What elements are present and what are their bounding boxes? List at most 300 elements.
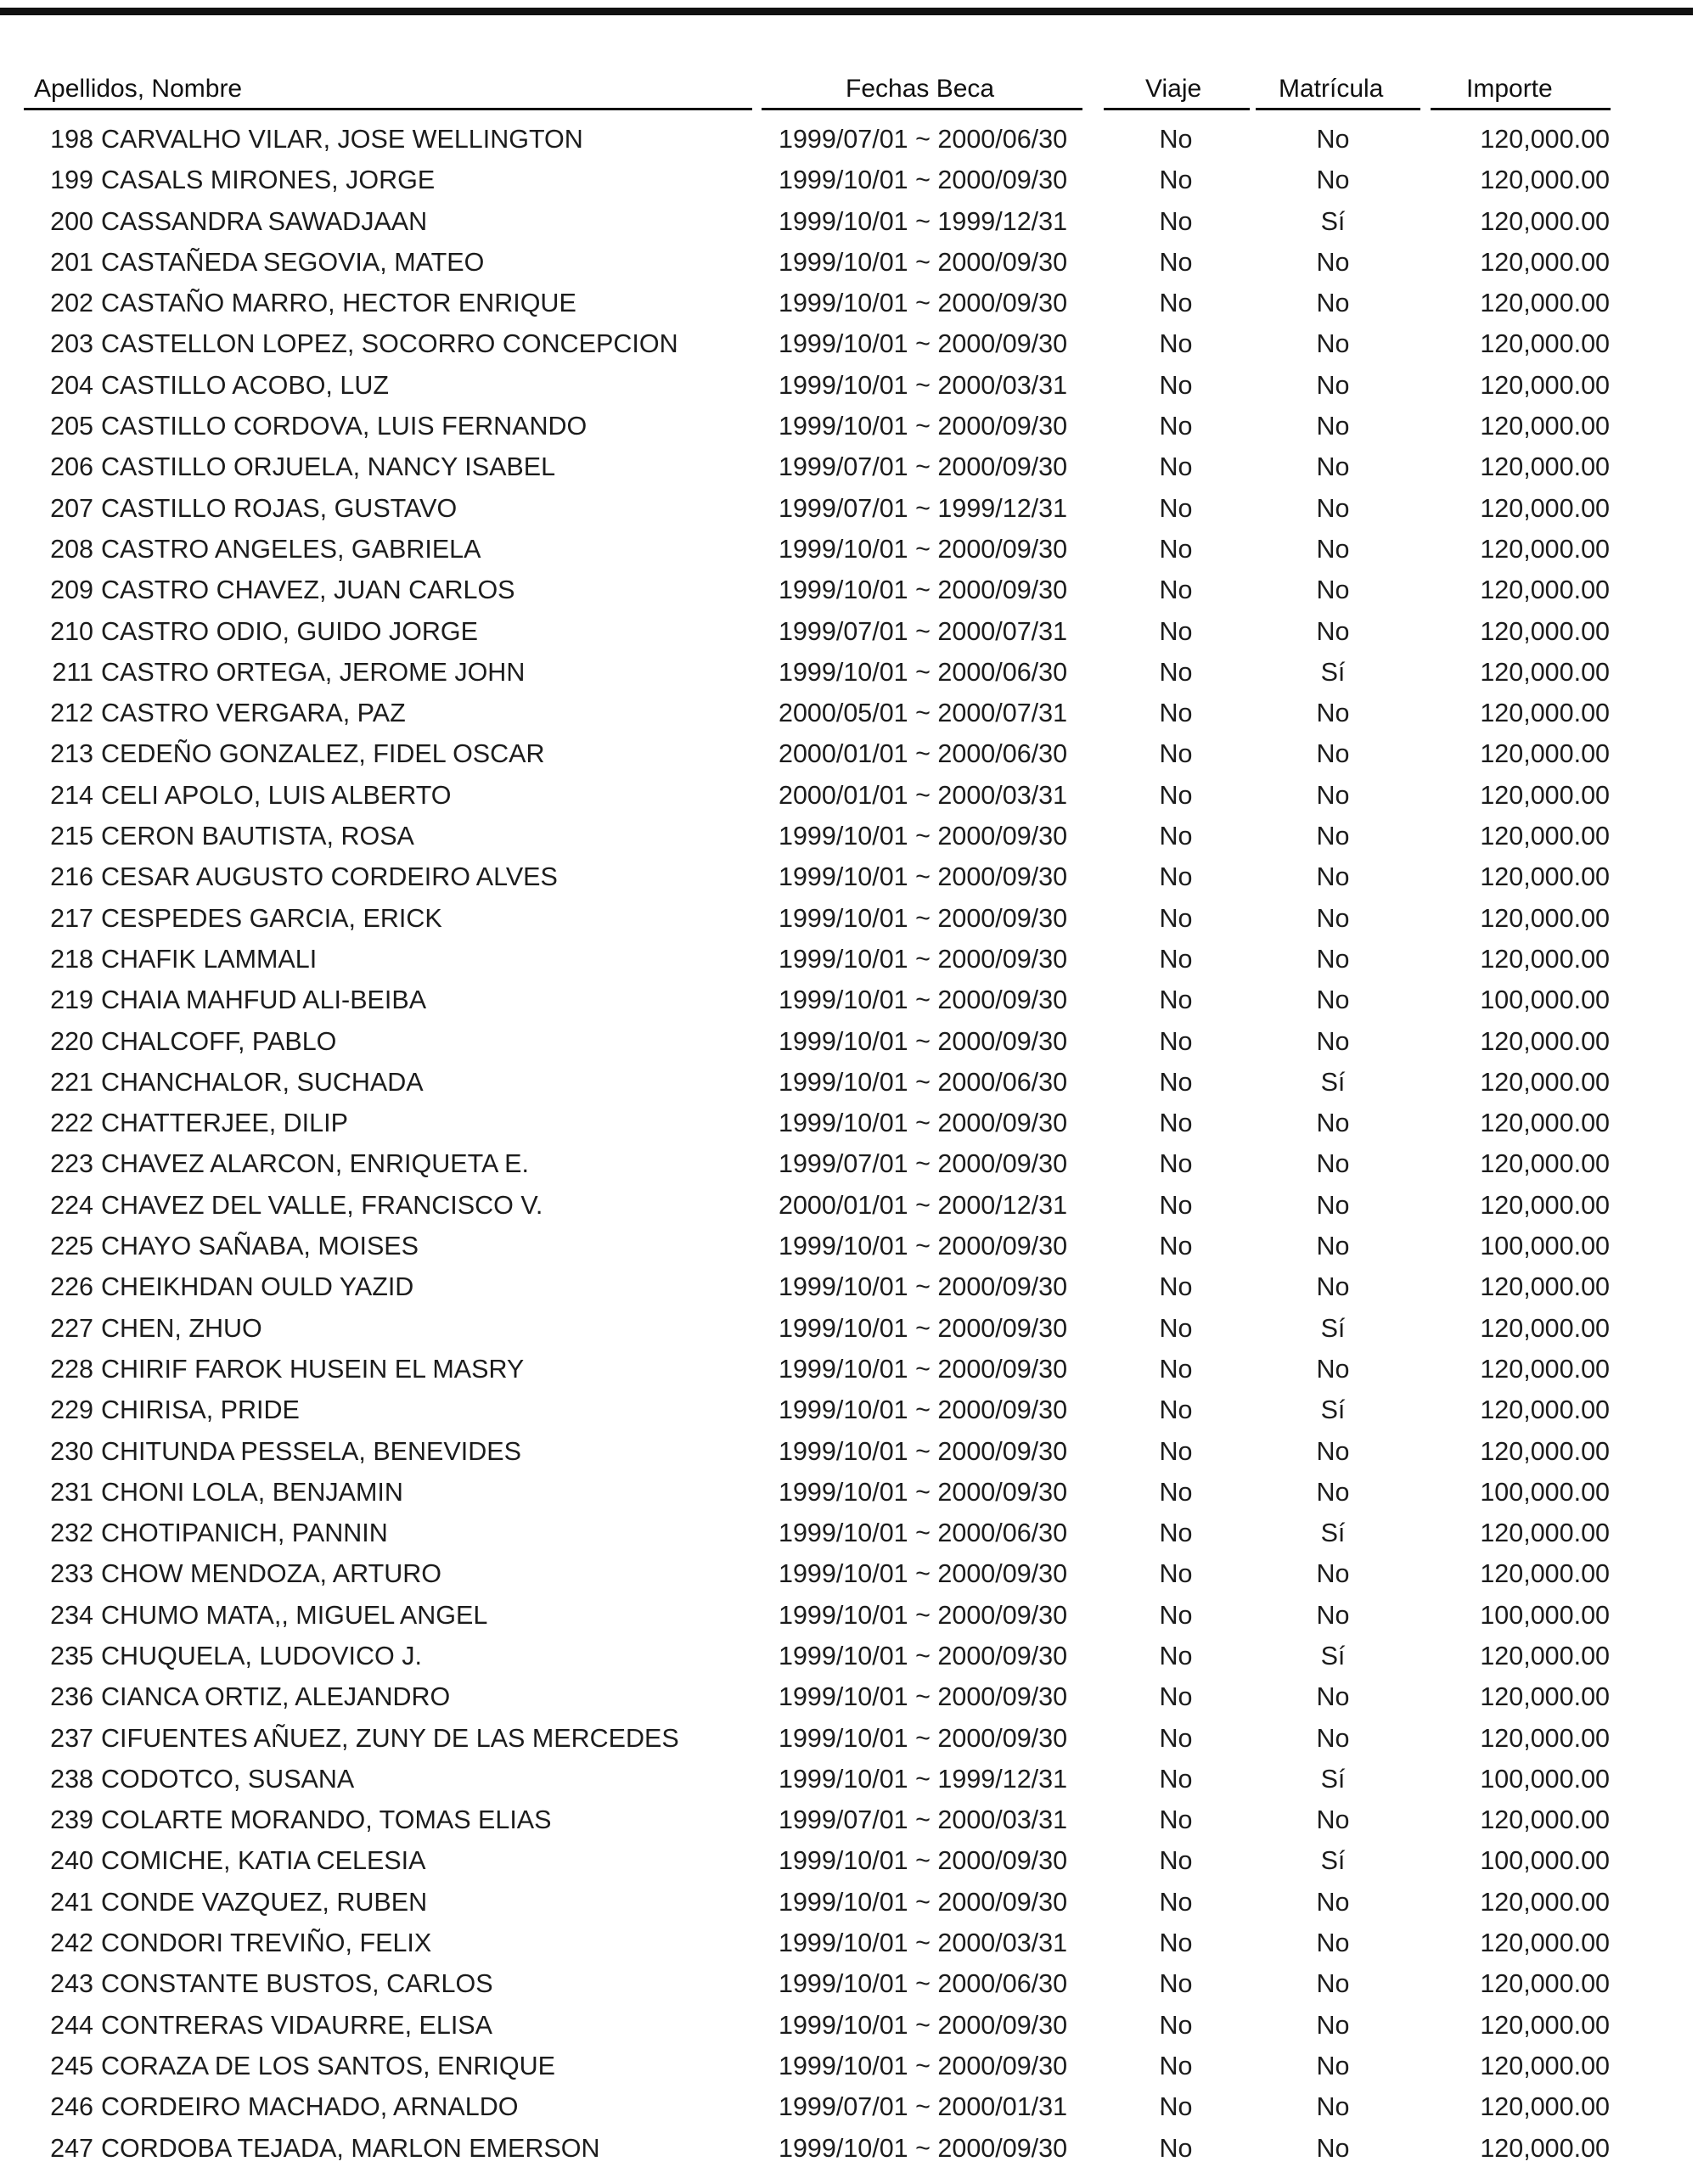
row-matricula: No: [1316, 616, 1350, 646]
row-dates: 1999/07/01 ~ 1999/12/31: [779, 493, 1068, 523]
row-matricula: No: [1316, 534, 1350, 564]
row-dates: 1999/07/01 ~ 2000/09/30: [779, 1149, 1068, 1179]
table-row: [0, 1759, 1698, 1799]
row-importe: 120,000.00: [1480, 862, 1610, 892]
table-row: [0, 2086, 1698, 2127]
table-row: [0, 1963, 1698, 2004]
row-name: CASTRO ORTEGA, JEROME JOHN: [101, 657, 526, 687]
row-number: 234: [50, 1600, 93, 1630]
row-importe: 120,000.00: [1480, 780, 1610, 810]
row-viaje: No: [1159, 206, 1193, 236]
row-matricula: No: [1316, 247, 1350, 277]
row-matricula: No: [1316, 289, 1350, 318]
table-row: [0, 1923, 1698, 1963]
row-matricula: No: [1316, 412, 1350, 441]
row-name: CHEN, ZHUO: [101, 1313, 262, 1343]
row-matricula: No: [1316, 1232, 1350, 1261]
row-matricula: Sí: [1320, 1519, 1346, 1548]
row-importe: 120,000.00: [1480, 493, 1610, 523]
row-name: CORDEIRO MACHADO, ARNALDO: [101, 2092, 519, 2122]
row-viaje: No: [1159, 1887, 1193, 1917]
row-number: 241: [50, 1887, 93, 1917]
row-matricula: No: [1316, 1477, 1350, 1507]
table-row: [0, 488, 1698, 529]
row-importe: 120,000.00: [1480, 1929, 1610, 1958]
row-name: CONDORI TREVIÑO, FELIX: [101, 1929, 432, 1958]
row-number: 237: [50, 1723, 93, 1753]
row-importe: 120,000.00: [1480, 1887, 1610, 1917]
row-matricula: No: [1316, 575, 1350, 605]
row-viaje: No: [1159, 493, 1193, 523]
row-dates: 1999/10/01 ~ 2000/09/30: [779, 166, 1068, 195]
row-importe: 120,000.00: [1480, 1805, 1610, 1835]
row-importe: 120,000.00: [1480, 1149, 1610, 1179]
row-number: 215: [50, 822, 93, 851]
row-name: COMICHE, KATIA CELESIA: [101, 1846, 426, 1876]
row-matricula: No: [1316, 1887, 1350, 1917]
row-dates: 1999/10/01 ~ 2000/09/30: [779, 1641, 1068, 1670]
row-name: CHUMO MATA,, MIGUEL ANGEL: [101, 1600, 488, 1630]
row-dates: 1999/10/01 ~ 2000/09/30: [779, 903, 1068, 933]
row-viaje: No: [1159, 1805, 1193, 1835]
table-row: [0, 856, 1698, 897]
row-name: CASTRO ODIO, GUIDO JORGE: [101, 616, 478, 646]
table-row: [0, 1595, 1698, 1636]
row-name: CONTRERAS VIDAURRE, ELISA: [101, 2010, 492, 2040]
row-name: COLARTE MORANDO, TOMAS ELIAS: [101, 1805, 552, 1835]
row-dates: 1999/10/01 ~ 2000/09/30: [779, 2010, 1068, 2040]
header-importe: Importe: [1466, 75, 1553, 103]
table-row: [0, 2128, 1698, 2169]
row-name: CASTAÑEDA SEGOVIA, MATEO: [101, 247, 485, 277]
row-viaje: No: [1159, 903, 1193, 933]
row-number: 246: [50, 2092, 93, 2122]
row-viaje: No: [1159, 1436, 1193, 1466]
row-matricula: No: [1316, 780, 1350, 810]
row-matricula: No: [1316, 1600, 1350, 1630]
row-number: 228: [50, 1354, 93, 1384]
row-matricula: Sí: [1320, 1641, 1346, 1670]
row-importe: 120,000.00: [1480, 370, 1610, 400]
row-dates: 2000/01/01 ~ 2000/12/31: [779, 1190, 1068, 1220]
row-dates: 1999/10/01 ~ 2000/09/30: [779, 822, 1068, 851]
row-matricula: No: [1316, 1929, 1350, 1958]
row-dates: 1999/07/01 ~ 2000/06/30: [779, 125, 1068, 154]
table-row: [0, 1799, 1698, 1840]
row-matricula: No: [1316, 1354, 1350, 1384]
row-number: 221: [50, 1067, 93, 1097]
row-name: CASTRO CHAVEZ, JUAN CARLOS: [101, 575, 515, 605]
row-importe: 120,000.00: [1480, 2092, 1610, 2122]
table-row: [0, 1021, 1698, 1062]
table-row: [0, 2046, 1698, 2086]
row-dates: 1999/10/01 ~ 2000/09/30: [779, 1026, 1068, 1056]
table-row: [0, 1840, 1698, 1881]
row-matricula: Sí: [1320, 1313, 1346, 1343]
row-name: CHANCHALOR, SUCHADA: [101, 1067, 424, 1097]
row-matricula: No: [1316, 1723, 1350, 1753]
row-importe: 120,000.00: [1480, 1026, 1610, 1056]
row-importe: 120,000.00: [1480, 944, 1610, 974]
row-number: 218: [50, 944, 93, 974]
row-viaje: No: [1159, 166, 1193, 195]
row-dates: 1999/10/01 ~ 2000/09/30: [779, 247, 1068, 277]
row-number: 220: [50, 1026, 93, 1056]
table-row: [0, 529, 1698, 570]
row-number: 207: [50, 493, 93, 523]
row-dates: 1999/10/01 ~ 2000/03/31: [779, 370, 1068, 400]
row-importe: 100,000.00: [1480, 1600, 1610, 1630]
row-name: CHIRISA, PRIDE: [101, 1395, 300, 1425]
row-matricula: Sí: [1320, 1846, 1346, 1876]
row-number: 222: [50, 1109, 93, 1138]
row-viaje: No: [1159, 822, 1193, 851]
row-viaje: No: [1159, 944, 1193, 974]
row-matricula: No: [1316, 944, 1350, 974]
row-number: 239: [50, 1805, 93, 1835]
row-name: CERON BAUTISTA, ROSA: [101, 822, 414, 851]
table-row: [0, 242, 1698, 283]
row-importe: 120,000.00: [1480, 289, 1610, 318]
row-importe: 120,000.00: [1480, 2010, 1610, 2040]
table-row: [0, 1308, 1698, 1349]
table-row: [0, 1349, 1698, 1390]
table-row: [0, 323, 1698, 364]
table-row: [0, 1185, 1698, 1226]
row-viaje: No: [1159, 1929, 1193, 1958]
row-viaje: No: [1159, 1272, 1193, 1302]
row-name: CORAZA DE LOS SANTOS, ENRIQUE: [101, 2051, 556, 2080]
table-row: [0, 1676, 1698, 1717]
row-dates: 1999/10/01 ~ 1999/12/31: [779, 1764, 1068, 1794]
row-number: 206: [50, 452, 93, 482]
row-viaje: No: [1159, 2010, 1193, 2040]
table-row: [0, 1143, 1698, 1184]
row-number: 212: [50, 699, 93, 728]
row-dates: 1999/10/01 ~ 2000/09/30: [779, 1477, 1068, 1507]
row-name: CHAVEZ ALARCON, ENRIQUETA E.: [101, 1149, 529, 1179]
row-name: CELI APOLO, LUIS ALBERTO: [101, 780, 452, 810]
row-viaje: No: [1159, 2133, 1193, 2163]
row-viaje: No: [1159, 616, 1193, 646]
row-dates: 1999/10/01 ~ 2000/09/30: [779, 944, 1068, 974]
row-importe: 120,000.00: [1480, 699, 1610, 728]
row-number: 198: [50, 125, 93, 154]
row-name: CEDEÑO GONZALEZ, FIDEL OSCAR: [101, 739, 545, 769]
top-rule: [0, 8, 1693, 15]
row-matricula: No: [1316, 1969, 1350, 1999]
row-number: 224: [50, 1190, 93, 1220]
header-dates: Fechas Beca: [846, 75, 995, 103]
row-viaje: No: [1159, 1682, 1193, 1712]
row-dates: 1999/10/01 ~ 2000/09/30: [779, 1232, 1068, 1261]
table-row: [0, 1062, 1698, 1103]
row-importe: 120,000.00: [1480, 1519, 1610, 1548]
row-importe: 120,000.00: [1480, 1109, 1610, 1138]
row-viaje: No: [1159, 1477, 1193, 1507]
row-number: 229: [50, 1395, 93, 1425]
row-importe: 120,000.00: [1480, 1641, 1610, 1670]
table-row: [0, 446, 1698, 487]
row-matricula: No: [1316, 2051, 1350, 2080]
row-importe: 100,000.00: [1480, 985, 1610, 1015]
table-row: [0, 775, 1698, 816]
row-viaje: No: [1159, 1067, 1193, 1097]
row-name: CHATTERJEE, DILIP: [101, 1109, 348, 1138]
row-name: CASTRO VERGARA, PAZ: [101, 699, 406, 728]
row-name: CASTELLON LOPEZ, SOCORRO CONCEPCION: [101, 329, 678, 359]
row-matricula: No: [1316, 1026, 1350, 1056]
row-number: 216: [50, 862, 93, 892]
row-name: CASTILLO ACOBO, LUZ: [101, 370, 389, 400]
table-row: [0, 1553, 1698, 1594]
row-viaje: No: [1159, 1232, 1193, 1261]
row-viaje: No: [1159, 1026, 1193, 1056]
row-importe: 120,000.00: [1480, 575, 1610, 605]
table-row: [0, 1472, 1698, 1513]
row-matricula: No: [1316, 1682, 1350, 1712]
row-importe: 120,000.00: [1480, 616, 1610, 646]
row-dates: 1999/10/01 ~ 2000/09/30: [779, 329, 1068, 359]
row-name: CASTILLO ORJUELA, NANCY ISABEL: [101, 452, 556, 482]
row-matricula: No: [1316, 329, 1350, 359]
row-importe: 120,000.00: [1480, 1190, 1610, 1220]
header-matricula: Matrícula: [1279, 75, 1384, 103]
row-dates: 1999/10/01 ~ 2000/09/30: [779, 1682, 1068, 1712]
row-importe: 100,000.00: [1480, 1232, 1610, 1261]
row-matricula: No: [1316, 739, 1350, 769]
header-underline-viaje: [1104, 108, 1250, 110]
table-row: [0, 1431, 1698, 1472]
row-dates: 1999/10/01 ~ 2000/09/30: [779, 534, 1068, 564]
table-row: [0, 611, 1698, 652]
row-viaje: No: [1159, 575, 1193, 605]
row-number: 208: [50, 534, 93, 564]
row-viaje: No: [1159, 534, 1193, 564]
row-viaje: No: [1159, 1846, 1193, 1876]
row-number: 223: [50, 1149, 93, 1179]
row-matricula: No: [1316, 370, 1350, 400]
row-importe: 120,000.00: [1480, 903, 1610, 933]
row-name: CHOTIPANICH, PANNIN: [101, 1519, 388, 1548]
row-importe: 120,000.00: [1480, 247, 1610, 277]
row-matricula: No: [1316, 1272, 1350, 1302]
row-matricula: No: [1316, 1559, 1350, 1589]
row-viaje: No: [1159, 1559, 1193, 1589]
row-number: 211: [52, 657, 93, 687]
table-row: [0, 1636, 1698, 1676]
table-row: [0, 2005, 1698, 2046]
row-viaje: No: [1159, 247, 1193, 277]
row-importe: 120,000.00: [1480, 452, 1610, 482]
row-number: 209: [50, 575, 93, 605]
row-dates: 1999/10/01 ~ 2000/09/30: [779, 1887, 1068, 1917]
row-importe: 120,000.00: [1480, 739, 1610, 769]
row-matricula: No: [1316, 1149, 1350, 1179]
row-matricula: Sí: [1320, 1395, 1346, 1425]
header-underline-dates: [762, 108, 1082, 110]
row-viaje: No: [1159, 1969, 1193, 1999]
row-dates: 1999/10/01 ~ 2000/03/31: [779, 1929, 1068, 1958]
row-viaje: No: [1159, 780, 1193, 810]
row-importe: 120,000.00: [1480, 206, 1610, 236]
row-name: CODOTCO, SUSANA: [101, 1764, 355, 1794]
row-importe: 120,000.00: [1480, 1313, 1610, 1343]
row-viaje: No: [1159, 2092, 1193, 2122]
row-viaje: No: [1159, 1313, 1193, 1343]
row-dates: 1999/10/01 ~ 2000/09/30: [779, 575, 1068, 605]
row-matricula: No: [1316, 2010, 1350, 2040]
row-viaje: No: [1159, 370, 1193, 400]
row-number: 205: [50, 412, 93, 441]
row-number: 199: [50, 166, 93, 195]
row-importe: 120,000.00: [1480, 1559, 1610, 1589]
row-viaje: No: [1159, 1519, 1193, 1548]
row-dates: 1999/10/01 ~ 2000/09/30: [779, 412, 1068, 441]
row-dates: 1999/10/01 ~ 2000/09/30: [779, 1846, 1068, 1876]
row-viaje: No: [1159, 657, 1193, 687]
table-row: [0, 652, 1698, 693]
row-dates: 1999/10/01 ~ 2000/09/30: [779, 1313, 1068, 1343]
row-viaje: No: [1159, 125, 1193, 154]
row-matricula: Sí: [1320, 657, 1346, 687]
row-number: 231: [50, 1477, 93, 1507]
row-importe: 120,000.00: [1480, 1723, 1610, 1753]
row-name: CASTILLO ROJAS, GUSTAVO: [101, 493, 458, 523]
row-viaje: No: [1159, 862, 1193, 892]
row-name: CONDE VAZQUEZ, RUBEN: [101, 1887, 428, 1917]
row-viaje: No: [1159, 289, 1193, 318]
table-row: [0, 1513, 1698, 1553]
row-dates: 1999/10/01 ~ 2000/09/30: [779, 1600, 1068, 1630]
row-dates: 1999/10/01 ~ 2000/09/30: [779, 1436, 1068, 1466]
row-number: 213: [50, 739, 93, 769]
row-number: 244: [50, 2010, 93, 2040]
row-matricula: No: [1316, 1190, 1350, 1220]
row-name: CHIRIF FAROK HUSEIN EL MASRY: [101, 1354, 525, 1384]
row-dates: 2000/01/01 ~ 2000/06/30: [779, 739, 1068, 769]
row-name: CESPEDES GARCIA, ERICK: [101, 903, 442, 933]
row-dates: 1999/10/01 ~ 2000/09/30: [779, 289, 1068, 318]
row-number: 201: [50, 247, 93, 277]
row-importe: 120,000.00: [1480, 1354, 1610, 1384]
row-number: 204: [50, 370, 93, 400]
row-viaje: No: [1159, 1723, 1193, 1753]
row-number: 219: [50, 985, 93, 1015]
row-importe: 120,000.00: [1480, 822, 1610, 851]
row-viaje: No: [1159, 1190, 1193, 1220]
row-name: CHEIKHDAN OULD YAZID: [101, 1272, 414, 1302]
row-importe: 120,000.00: [1480, 125, 1610, 154]
row-dates: 1999/10/01 ~ 2000/06/30: [779, 1969, 1068, 1999]
row-name: CONSTANTE BUSTOS, CARLOS: [101, 1969, 493, 1999]
row-viaje: No: [1159, 1354, 1193, 1384]
row-importe: 120,000.00: [1480, 1067, 1610, 1097]
row-dates: 1999/10/01 ~ 2000/09/30: [779, 2051, 1068, 2080]
row-viaje: No: [1159, 2051, 1193, 2080]
table-row: [0, 1718, 1698, 1759]
table-row: [0, 816, 1698, 856]
row-importe: 100,000.00: [1480, 1764, 1610, 1794]
row-number: 243: [50, 1969, 93, 1999]
row-dates: 1999/07/01 ~ 2000/07/31: [779, 616, 1068, 646]
row-name: CIFUENTES AÑUEZ, ZUNY DE LAS MERCEDES: [101, 1723, 679, 1753]
row-importe: 120,000.00: [1480, 1682, 1610, 1712]
row-name: CHAFIK LAMMALI: [101, 944, 318, 974]
row-viaje: No: [1159, 1764, 1193, 1794]
row-viaje: No: [1159, 1395, 1193, 1425]
row-name: CASTILLO CORDOVA, LUIS FERNANDO: [101, 412, 588, 441]
table-row: [0, 980, 1698, 1020]
row-name: CHAIA MAHFUD ALI-BEIBA: [101, 985, 427, 1015]
row-importe: 120,000.00: [1480, 1272, 1610, 1302]
row-importe: 120,000.00: [1480, 657, 1610, 687]
row-matricula: No: [1316, 862, 1350, 892]
row-matricula: No: [1316, 2092, 1350, 2122]
table-row: [0, 1882, 1698, 1923]
row-viaje: No: [1159, 985, 1193, 1015]
row-importe: 100,000.00: [1480, 1477, 1610, 1507]
row-number: 210: [50, 616, 93, 646]
row-viaje: No: [1159, 452, 1193, 482]
row-number: 227: [50, 1313, 93, 1343]
row-dates: 1999/10/01 ~ 2000/09/30: [779, 1354, 1068, 1384]
row-dates: 2000/05/01 ~ 2000/07/31: [779, 699, 1068, 728]
row-importe: 120,000.00: [1480, 329, 1610, 359]
row-matricula: No: [1316, 166, 1350, 195]
row-matricula: No: [1316, 699, 1350, 728]
row-name: CORDOBA TEJADA, MARLON EMERSON: [101, 2133, 600, 2163]
row-number: 232: [50, 1519, 93, 1548]
row-matricula: No: [1316, 1109, 1350, 1138]
table-row: [0, 1226, 1698, 1266]
row-matricula: No: [1316, 903, 1350, 933]
row-number: 217: [50, 903, 93, 933]
row-name: CASSANDRA SAWADJAAN: [101, 206, 428, 236]
row-viaje: No: [1159, 1149, 1193, 1179]
row-name: CARVALHO VILAR, JOSE WELLINGTON: [101, 125, 583, 154]
row-name: CHAVEZ DEL VALLE, FRANCISCO V.: [101, 1190, 543, 1220]
row-number: 233: [50, 1559, 93, 1589]
table-row: [0, 733, 1698, 774]
row-importe: 120,000.00: [1480, 412, 1610, 441]
row-matricula: No: [1316, 1805, 1350, 1835]
row-number: 203: [50, 329, 93, 359]
row-number: 214: [50, 780, 93, 810]
row-matricula: No: [1316, 493, 1350, 523]
row-importe: 120,000.00: [1480, 1969, 1610, 1999]
table-row: [0, 1266, 1698, 1307]
header-underline-name: [24, 108, 752, 110]
table-row: [0, 1103, 1698, 1143]
table-row: [0, 283, 1698, 323]
row-name: CHOW MENDOZA, ARTURO: [101, 1559, 442, 1589]
row-dates: 1999/10/01 ~ 2000/09/30: [779, 2133, 1068, 2163]
table-row: [0, 898, 1698, 939]
row-number: 202: [50, 289, 93, 318]
table-row: [0, 1390, 1698, 1430]
row-name: CASTAÑO MARRO, HECTOR ENRIQUE: [101, 289, 576, 318]
row-importe: 120,000.00: [1480, 166, 1610, 195]
scholarship-table: [0, 119, 1698, 2169]
table-row: [0, 693, 1698, 733]
row-importe: 120,000.00: [1480, 2133, 1610, 2163]
row-name: CHITUNDA PESSELA, BENEVIDES: [101, 1436, 521, 1466]
table-row: [0, 939, 1698, 980]
row-number: 238: [50, 1764, 93, 1794]
row-name: CASTRO ANGELES, GABRIELA: [101, 534, 481, 564]
header-viaje: Viaje: [1145, 75, 1202, 103]
